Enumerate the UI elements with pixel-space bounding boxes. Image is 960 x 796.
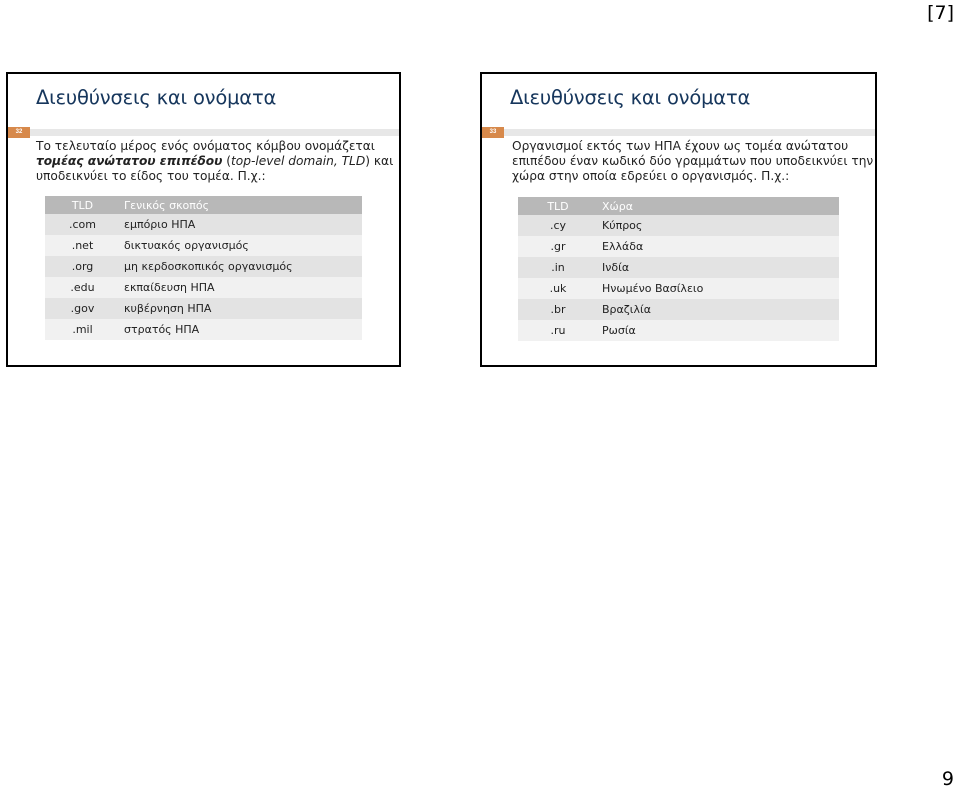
tld-cell: .in: [518, 257, 598, 278]
tld-cell: .mil: [45, 319, 120, 340]
title-rule: [482, 129, 875, 136]
slide-title: Διευθύνσεις και ονόματα: [510, 86, 751, 109]
country-cell: Κύπρος: [598, 215, 839, 236]
slide-33: [480, 72, 877, 367]
generic-tld-table: [45, 196, 362, 340]
tld-cell: .br: [518, 299, 598, 320]
country-tld-table: [518, 197, 839, 341]
country-cell: Βραζιλία: [598, 299, 839, 320]
country-cell: Ηνωμένο Βασίλειο: [598, 278, 839, 299]
slide-title: Διευθύνσεις και ονόματα: [36, 86, 277, 109]
title-rule: [8, 129, 399, 136]
table-row: [45, 235, 362, 256]
tld-cell: .ru: [518, 320, 598, 341]
slide-body-text: [36, 139, 396, 184]
purpose-cell: εμπόριο ΗΠΑ: [120, 214, 362, 235]
tld-cell: .uk: [518, 278, 598, 299]
body-text-part: Το τελευταίο μέρος ενός ονόματος κόμβου ονομάζεται: [36, 139, 375, 153]
table-row: [45, 319, 362, 340]
table-header: Γενικός σκοπός: [120, 196, 362, 214]
table-row: [518, 215, 839, 236]
country-cell: Ινδία: [598, 257, 839, 278]
table-row: [45, 277, 362, 298]
slide-number: 32: [8, 127, 30, 138]
country-cell: Ρωσία: [598, 320, 839, 341]
table-header-row: [45, 196, 362, 214]
body-italic-term: top-level domain, TLD: [231, 154, 366, 168]
body-keyword: τομέας ανώτατου επιπέδου: [36, 154, 223, 168]
table-row: [518, 299, 839, 320]
country-cell: Ελλάδα: [598, 236, 839, 257]
body-text-part: (: [222, 154, 231, 168]
table-row: [518, 320, 839, 341]
table-header: TLD: [518, 197, 598, 215]
tld-cell: .org: [45, 256, 120, 277]
table-row: [45, 214, 362, 235]
tld-cell: .gov: [45, 298, 120, 319]
tld-cell: .net: [45, 235, 120, 256]
tld-cell: .com: [45, 214, 120, 235]
table-header: Χώρα: [598, 197, 839, 215]
body-text-part: ) και υποδεικνύει το είδος του τομέα. Π.χ.:: [36, 154, 394, 183]
slide-32: [6, 72, 401, 367]
table-row: [45, 298, 362, 319]
table-header: TLD: [45, 196, 120, 214]
slide-number: 33: [482, 127, 504, 138]
table-row: [45, 256, 362, 277]
page-label: [7]: [927, 2, 954, 24]
tld-cell: .gr: [518, 236, 598, 257]
table-row: [518, 236, 839, 257]
table-row: [518, 257, 839, 278]
tld-cell: .cy: [518, 215, 598, 236]
purpose-cell: δικτυακός οργανισμός: [120, 235, 362, 256]
tld-cell: .edu: [45, 277, 120, 298]
purpose-cell: εκπαίδευση ΗΠΑ: [120, 277, 362, 298]
purpose-cell: κυβέρνηση ΗΠΑ: [120, 298, 362, 319]
purpose-cell: μη κερδοσκοπικός οργανισμός: [120, 256, 362, 277]
table-row: [518, 278, 839, 299]
table-header-row: [518, 197, 839, 215]
purpose-cell: στρατός ΗΠΑ: [120, 319, 362, 340]
slide-body-text: Οργανισμοί εκτός των ΗΠΑ έχουν ως τομέα ανώτατου επιπέδου έναν κωδικό δύο γραμμάτων που υποδεικνύει την χώρα στην οποία εδρεύει ο οργανισμός. Π.χ.:: [512, 139, 874, 183]
page-number: 9: [941, 768, 954, 790]
